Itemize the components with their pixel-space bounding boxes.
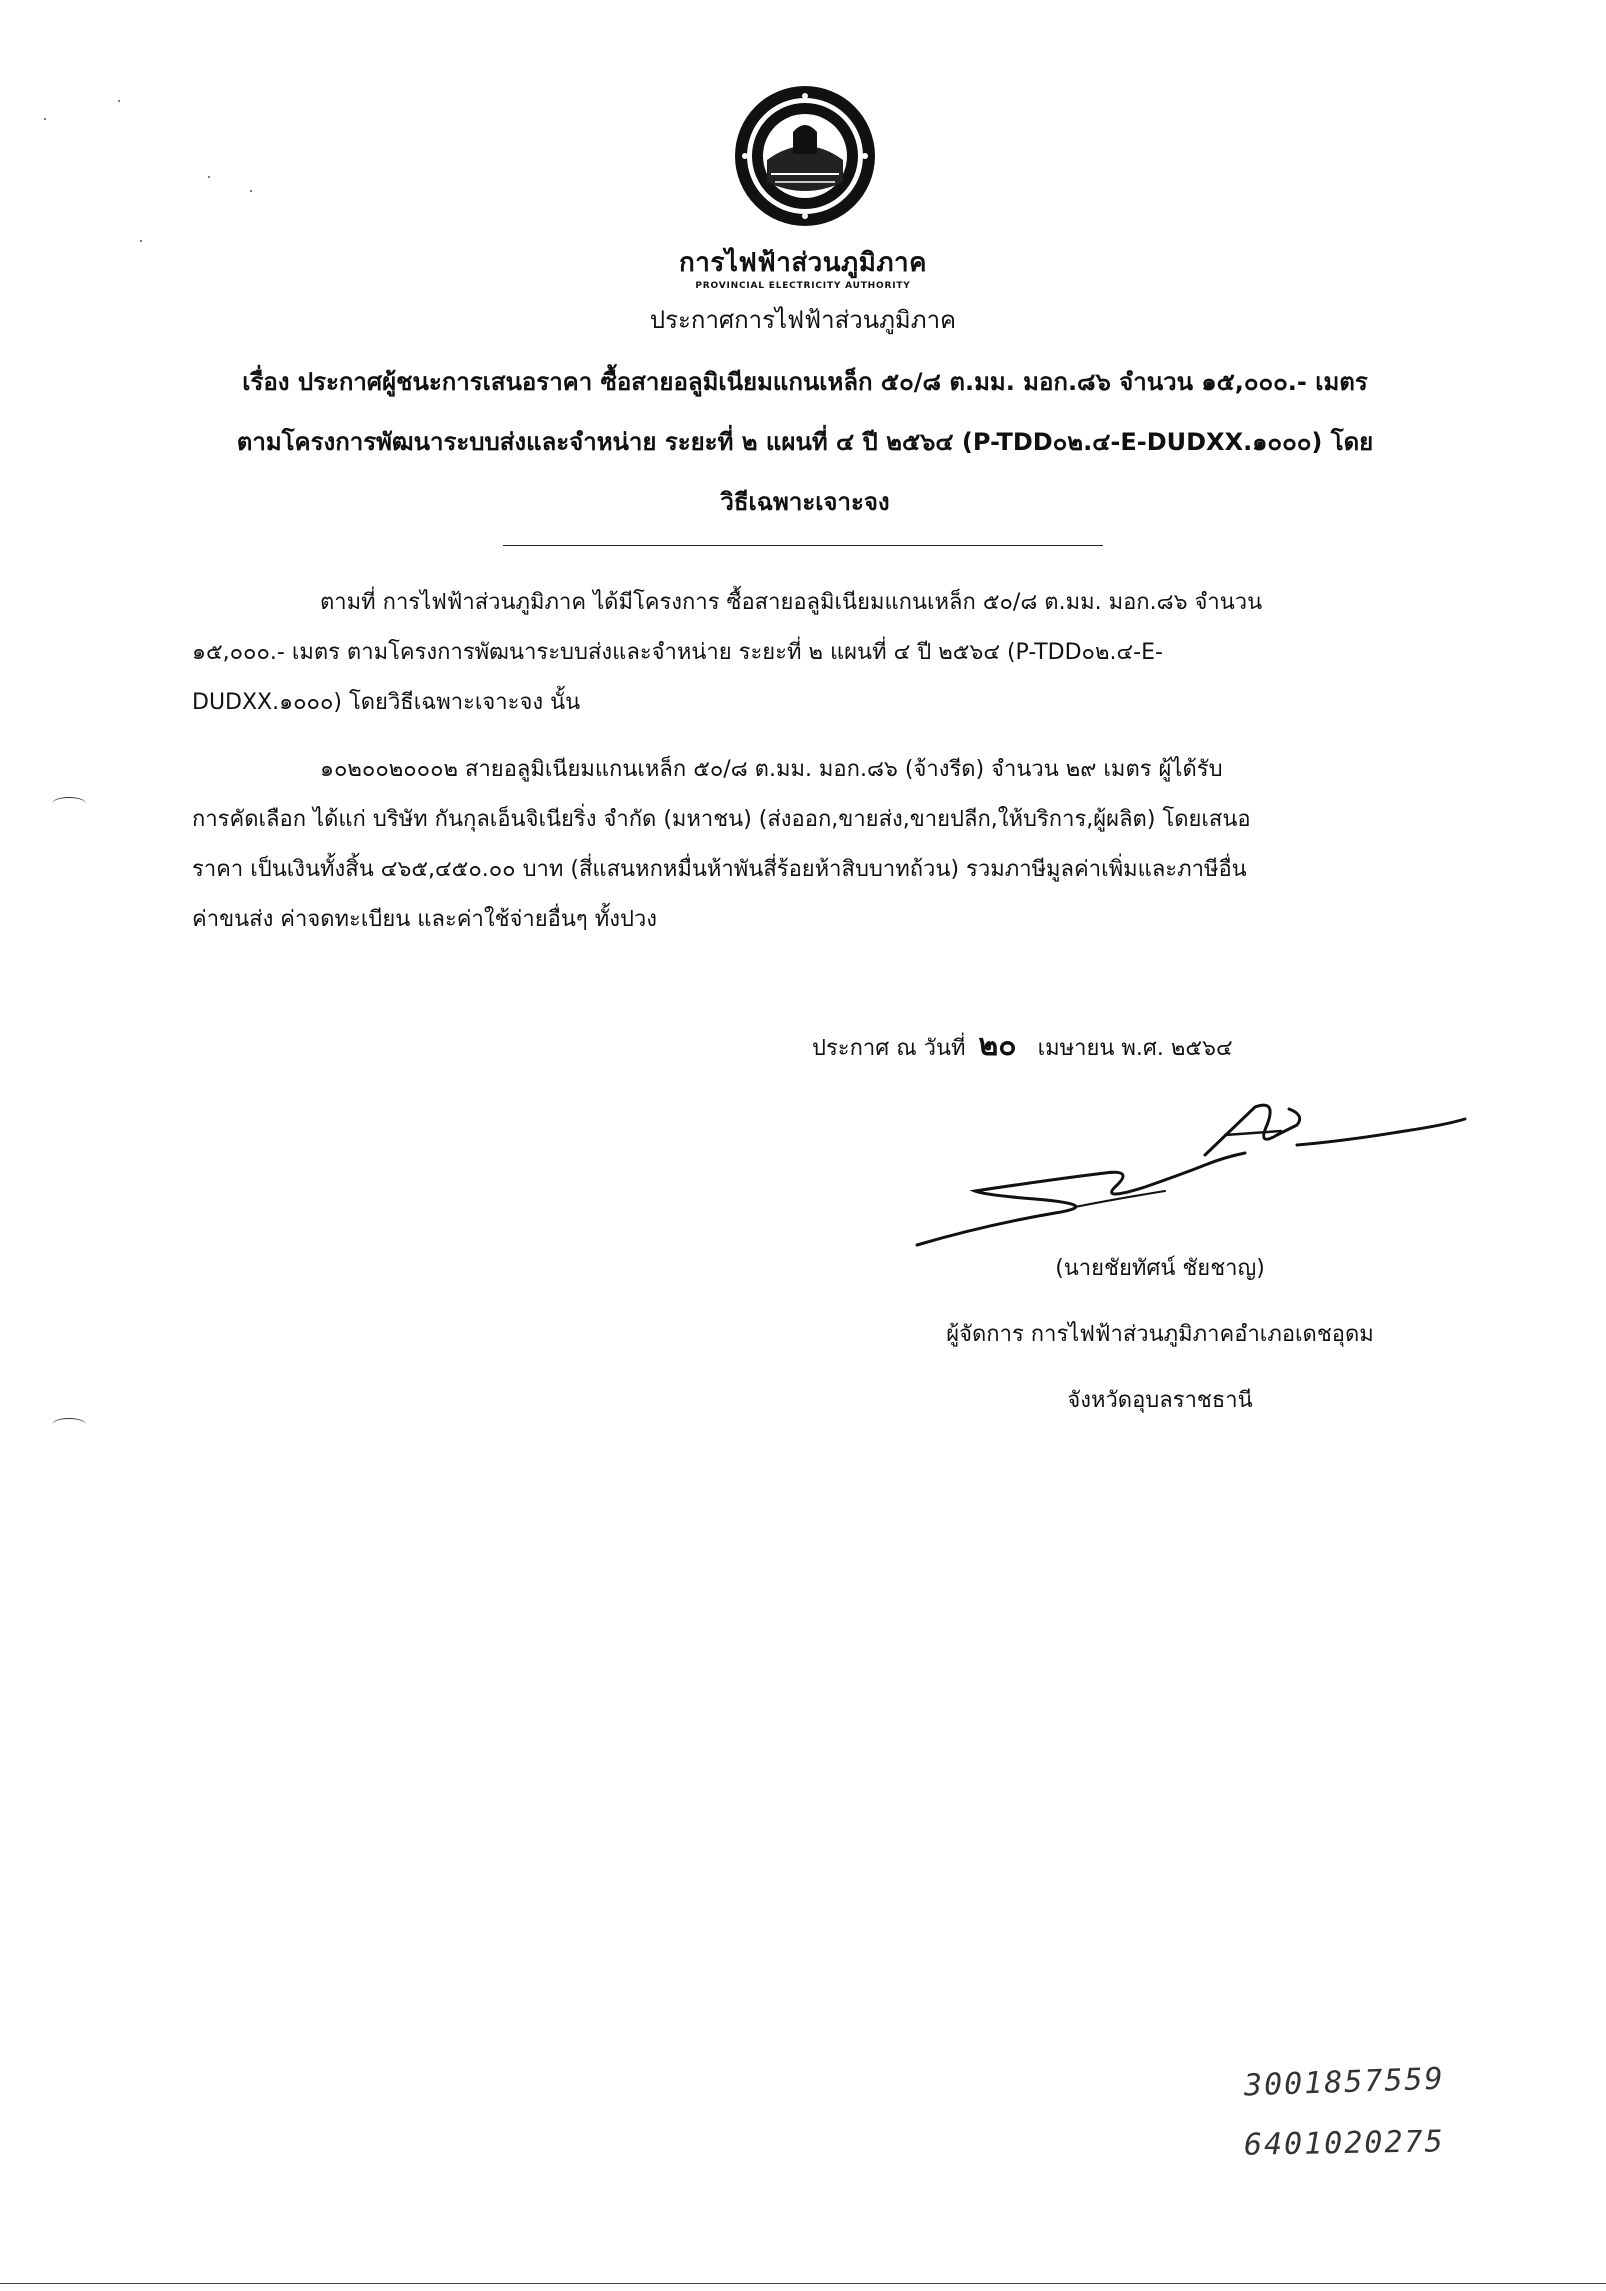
subject-line: วิธีเฉพาะเจาะจง (720, 488, 890, 516)
scan-speck (118, 100, 120, 102)
paragraph-line: ค่าขนส่ง ค่าจดทะเบียน และค่าใช้จ่ายอื่นๆ ทั้งปวง (192, 907, 658, 932)
pea-emblem-logo (731, 82, 879, 230)
handwritten-signature (905, 1095, 1480, 1255)
paragraph-line: ตามที่ การไฟฟ้าส่วนภูมิภาค ได้มีโครงการ ซื้อสายอลูมิเนียมแกนเหล็ก ๕๐/๘ ต.มม. มอก.๘๖ จำนวน (320, 590, 1263, 615)
date-month-year: เมษายน พ.ศ. ๒๕๖๔ (1037, 1036, 1233, 1061)
page-bottom-edge (0, 2283, 1606, 2284)
signatory-position: ผู้จัดการ การไฟฟ้าส่วนภูมิภาคอำเภอเดชอุดม (946, 1322, 1374, 1347)
scan-speck (208, 176, 210, 178)
paragraph-line: DUDXX.๑๐๐๐) โดยวิธีเฉพาะเจาะจง นั้น (192, 690, 581, 715)
scan-speck (44, 118, 46, 120)
paragraph-line: ราคา เป็นเงินทั้งสิ้น ๔๖๕,๔๕๐.๐๐ บาท (สี่แสนหกหมื่นห้าพันสี่ร้อยห้าสิบบาทถ้วน) รวมภาษีมูลค่าเพิ่มและภาษีอื่น (192, 857, 1247, 882)
body-paragraph-1 (192, 578, 1422, 728)
announcement-title: ประกาศการไฟฟ้าส่วนภูมิภาค (649, 306, 957, 334)
paragraph-line: ๑๕,๐๐๐.- เมตร ตามโครงการพัฒนาระบบส่งและจำหน่าย ระยะที่ ๒ แผนที่ ๔ ปี ๒๕๖๔ (P-TDD๐๒.๔-E- (192, 640, 1163, 665)
signatory-province: จังหวัดอุบลราชธานี (1067, 1388, 1253, 1413)
scan-speck (140, 240, 142, 242)
date-prefix: ประกาศ ณ วันที่ (812, 1036, 966, 1061)
body-paragraph-2 (192, 745, 1422, 945)
org-name-english: PROVINCIAL ELECTRICITY AUTHORITY (695, 281, 911, 291)
signatory-name: (นายชัยทัศน์ ชัยชาญ) (1055, 1256, 1265, 1281)
subject-line: ตามโครงการพัฒนาระบบส่งและจำหน่าย ระยะที่ ๒ แผนที่ ๔ ปี ๒๕๖๔ (P-TDD๐๒.๔-E-DUDXX.๑๐๐๐) โดย (236, 428, 1374, 456)
scan-speck (250, 190, 252, 192)
handwritten-number-1: 3001857559 (1243, 2061, 1446, 2104)
date-day: ๒๐ (978, 1028, 1017, 1063)
subject-block (160, 352, 1450, 532)
divider-line (503, 545, 1103, 546)
announcement-date (812, 1022, 1233, 1069)
paragraph-line: การคัดเลือก ได้แก่ บริษัท กันกุลเอ็นจิเนียริ่ง จำกัด (มหาชน) (ส่งออก,ขายส่ง,ขายปลีก,ให้บริการ,ผู้ผลิต) โดยเสนอ (192, 807, 1251, 832)
subject-line: เรื่อง ประกาศผู้ชนะการเสนอราคา ซื้อสายอลูมิเนียมแกนเหล็ก ๕๐/๘ ต.มม. มอก.๘๖ จำนวน ๑๕,๐๐๐.- เมตร (242, 368, 1368, 396)
scan-artifact-mark (52, 1418, 86, 1431)
handwritten-number-2: 6401020275 (1243, 2124, 1445, 2163)
paragraph-line: ๑๐๒๐๐๒๐๐๐๒ สายอลูมิเนียมแกนเหล็ก ๕๐/๘ ต.มม. มอก.๘๖ (จ้างรีด) จำนวน ๒๙ เมตร ผู้ได้รับ (320, 757, 1223, 782)
scan-artifact-mark (52, 797, 86, 810)
org-name-thai: การไฟฟ้าส่วนภูมิภาค (679, 248, 927, 278)
